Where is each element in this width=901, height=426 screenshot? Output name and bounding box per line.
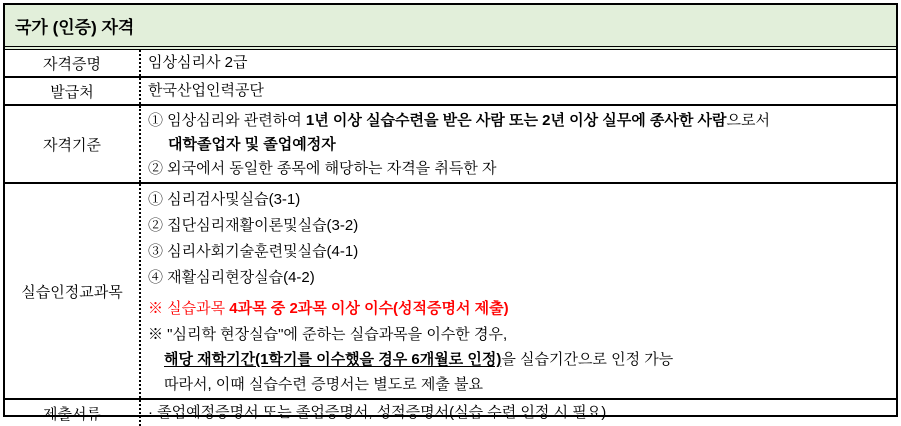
cert-name-cell: [139, 50, 896, 76]
cert-name-value: 임상심리사 2급: [148, 54, 248, 71]
documents-label: 제출서류: [43, 405, 101, 423]
issuer-label: 발급처: [50, 83, 94, 101]
criteria-item1-post: 으로서: [726, 112, 771, 129]
row-issuer: [5, 76, 896, 104]
criteria-item-1: [148, 109, 890, 133]
courses-note2-line3: 따라서, 이때 실습수련 증명서는 별도로 제출 불요: [164, 376, 483, 393]
qualification-table: [3, 3, 898, 423]
note2-line2-post: 을 실습기간으로 인정 가능: [501, 351, 674, 368]
course-item: ② 집단심리재활이론및실습(3-2): [148, 217, 359, 234]
courses-label: 실습인정교과목: [21, 283, 123, 301]
cert-name-label: 자격증명: [43, 55, 101, 73]
warning-note-pre: ※ 실습과목: [148, 300, 230, 317]
courses-warning-note: [148, 296, 890, 322]
note2-bold-underline: 해당 재학기간(1학기를 이수했을 경우 6개월로 인정): [164, 351, 502, 368]
row-documents: [5, 398, 896, 426]
documents-value: · 졸업예정증명서 또는 졸업증명서, 성적증명서(실습 수련 인정 시 필요): [148, 404, 607, 421]
warning-note-bold: 4과목 중 2과목 이상 이수(성적증명서 제출): [229, 300, 509, 317]
table-title: 국가 (인증) 자격: [15, 18, 135, 37]
course-item: ④ 재활심리현장실습(4-2): [148, 269, 315, 286]
courses-note2-line1: ※ "심리학 현장실습"에 준하는 실습과목을 이수한 경우,: [148, 326, 508, 343]
issuer-value: 한국산업인력공단: [148, 82, 264, 99]
issuer-cell: [139, 78, 896, 104]
row-cert-name: [5, 50, 896, 76]
criteria-item1-line2: 대학졸업자 및 졸업예정자: [168, 136, 336, 153]
course-item: ① 심리검사및실습(3-1): [148, 191, 301, 208]
documents-cell: [139, 400, 896, 426]
criteria-item-2: ② 외국에서 동일한 종목에 해당하는 자격을 취득한 자: [148, 160, 497, 177]
row-courses: [5, 182, 896, 398]
course-item: ③ 심리사회기술훈련및실습(4-1): [148, 243, 359, 260]
row-criteria: [5, 104, 896, 182]
courses-cell: [139, 184, 896, 398]
table-title-row: [5, 5, 896, 50]
criteria-item1-pre: ① 임상심리와 관련하여: [148, 112, 306, 129]
courses-note2-line2: [148, 347, 890, 372]
criteria-label: 자격기준: [43, 136, 101, 154]
criteria-cell: [139, 106, 896, 182]
criteria-item1-bold: 1년 이상 실습수련을 받은 사람 또는 2년 이상 실무에 종사한 사람: [305, 112, 727, 129]
